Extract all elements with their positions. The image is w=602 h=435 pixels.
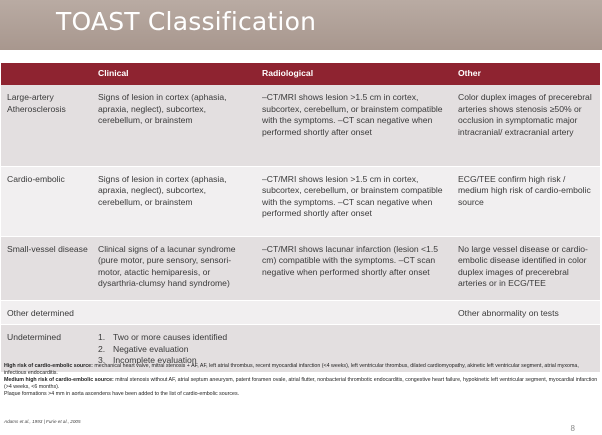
footnote-high-risk-label: High risk of cardio-embolic source: <box>4 363 93 369</box>
list-item <box>98 344 448 356</box>
row-other: ECG/TEE confirm high risk / medium high risk of cardio-embolic source <box>452 166 600 236</box>
footnote-medium-risk-label: Medium high risk of cardio-embolic source: <box>4 377 114 384</box>
header-radiological: Radiological <box>256 63 452 85</box>
row-category: Large-artery Atherosclerosis <box>1 85 92 166</box>
footnote-medium-risk <box>4 377 598 391</box>
row-other: No large vessel disease or cardio-embolic disease identified in color duplex images of precerebral arteries or in ECG/TEE <box>452 236 600 300</box>
references: Adams et al., 1993 | Furie et al., 2005 <box>4 419 81 424</box>
toast-classification-table <box>1 63 600 373</box>
row-clinical: Signs of lesion in cortex (aphasia, apraxia, neglect), subcortex, cerebellum, or brainstem <box>92 85 256 166</box>
row-clinical <box>92 300 256 325</box>
footnotes <box>4 363 598 398</box>
row-other: Other abnormality on tests <box>452 300 600 325</box>
footnote-high-risk-text: mechanical heart valve, mitral stenosis + AF, AF, left atrial thrombus, recent myocardial infarction (<4 weeks), left ventricular thrombus, dilated cardiomyopathy, akinetic left ventricular segment, atrial myxoma, infectious endocarditis. <box>4 363 579 377</box>
list-item <box>98 332 448 344</box>
title-bar <box>0 0 602 50</box>
list-item-text: Negative evaluation <box>113 343 189 354</box>
row-radiological: –CT/MRI shows lacunar infarction (lesion <1.5 cm) compatible with the symptoms. –CT scan negative when performed shortly after onset <box>256 236 452 300</box>
footnote-plaque: Plaque formations >4 mm in aorta ascendens have been added to the list of cardio-embolic sources. <box>4 391 240 398</box>
table-row <box>1 166 600 236</box>
list-item-number: 3. <box>98 355 106 366</box>
header-clinical: Clinical <box>92 63 256 85</box>
row-clinical: Signs of lesion in cortex (aphasia, apraxia, neglect), subcortex, cerebellum, or brainstem <box>92 166 256 236</box>
row-category: Other determined <box>1 300 92 325</box>
list-item-text: Incomplete evaluation <box>113 355 197 366</box>
row-radiological: –CT/MRI shows lesion >1.5 cm in cortex, subcortex, cerebellum, or brainstem compatible with the symptoms. –CT scan negative when performed shortly after onset <box>256 166 452 236</box>
page-number: 8 <box>570 424 575 433</box>
header-category <box>1 63 92 85</box>
table-row <box>1 85 600 166</box>
list-item-text: Two or more causes identified <box>113 332 228 343</box>
table-header-row <box>1 63 600 85</box>
row-category: Small-vessel disease <box>1 236 92 300</box>
header-other: Other <box>452 63 600 85</box>
row-category: Undetermined <box>1 325 92 373</box>
row-category: Cardio-embolic <box>1 166 92 236</box>
undetermined-list <box>98 332 448 367</box>
slide-title: TOAST Classification <box>56 7 317 36</box>
footnote-medium-risk-text: mitral stenosis without AF, atrial septum aneurysm, patent foramen ovale, atrial flutter, nonbacterial thrombotic endocarditis, congestive heart failure, hypokinetic left ventricular segment, myocardial infarction (>4 weeks, <6 months). <box>4 377 598 391</box>
list-item-number: 2. <box>98 343 106 354</box>
row-radiological <box>256 300 452 325</box>
row-other: Color duplex images of precerebral arteries shows stenosis ≥50% or occlusion in symptomatic major intracranial/ extracranial artery <box>452 85 600 166</box>
row-clinical: Clinical signs of a lacunar syndrome (pure motor, pure sensory, sensori-motor, atactic hemiparesis, or dysarthria-clumsy hand syndrome) <box>92 236 256 300</box>
footnote-high-risk <box>4 363 598 377</box>
row-radiological: –CT/MRI shows lesion >1.5 cm in cortex, subcortex, cerebellum, or brainstem compatible with the symptoms. –CT scan negative when performed shortly after onset <box>256 85 452 166</box>
table-row <box>1 300 600 325</box>
list-item-number: 1. <box>98 332 106 343</box>
table-row <box>1 236 600 300</box>
